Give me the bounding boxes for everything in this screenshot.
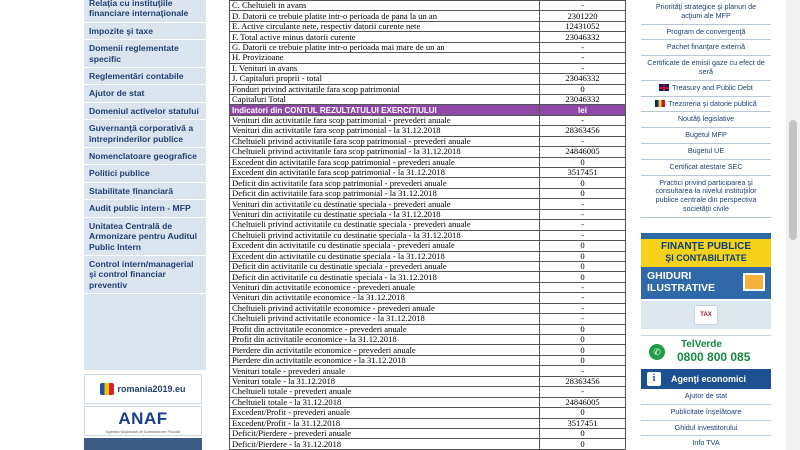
indicator-label: Cheltuieli privind activitatile cu destinatie speciala - prevederi anuale (230, 220, 540, 230)
indicator-label: Cheltuieli privind activitatile economice - prevederi anuale (230, 303, 540, 313)
ghiduri-banner-subtitle: ILUSTRATIVE (647, 282, 716, 294)
right-sidebar (641, 0, 771, 218)
romania2019-logo[interactable] (84, 374, 202, 404)
indicator-label: F. Total active minus datorii curente (230, 32, 540, 42)
indicator-value: 2301220 (540, 11, 626, 21)
indicator-label: Cheltuieli privind activitatile fara scop patrimonial - la 31.12.2018 (230, 147, 540, 157)
table-row (230, 376, 626, 386)
table-row (230, 136, 626, 146)
indicator-label: Deficit din activitatile cu destinatie speciala - la 31.12.2018 (230, 272, 540, 282)
table-row (230, 74, 626, 84)
indicator-value: - (540, 230, 626, 240)
phone-icon: ✆ (649, 344, 665, 360)
indicator-value: 0 (540, 157, 626, 167)
right-sidebar-link[interactable] (641, 0, 771, 25)
romania-flag-icon (655, 100, 665, 107)
indicator-value: 0 (540, 178, 626, 188)
table-row (230, 21, 626, 31)
indicator-label: Excedent din activitatile fara scop patrimonial - la 31.12.2018 (230, 168, 540, 178)
indicator-label: Venituri din activitatile cu destinatie speciala - la 31.12.2018 (230, 209, 540, 219)
indicator-value: 0 (540, 335, 626, 345)
indicator-label: D. Datorii ce trebuie platite intr-o perioada de pana la un an (230, 11, 540, 21)
right-sidebar-link-label: Pachet finanţare externă (666, 42, 746, 52)
indicator-value: - (540, 209, 626, 219)
table-row (230, 115, 626, 125)
scrollbar-thumb[interactable] (789, 120, 797, 240)
indicator-value: 0 (540, 355, 626, 365)
table-row (230, 230, 626, 240)
table-row (230, 303, 626, 313)
indicator-label: Deficit din activitatile fara scop patrimonial - prevederi anuale (230, 178, 540, 188)
table-row (230, 84, 626, 94)
indicator-label: Cheltuieli privind activitatile cu destinatie speciala - la 31.12.2018 (230, 230, 540, 240)
tax-icon-label: TAX (700, 312, 712, 318)
tax-icon (694, 305, 718, 325)
agenti-economici-banner[interactable] (641, 369, 771, 389)
table-row (230, 147, 626, 157)
anaf-logo[interactable] (84, 406, 202, 436)
info-icon: i (647, 372, 661, 386)
right-sidebar-link-label: Priorităţi strategice şi planuri de acţiuni ale MFP (655, 2, 757, 20)
table-row (230, 293, 626, 303)
right-sidebar-link-label: Bugetul UE (687, 145, 725, 155)
table-row (230, 42, 626, 52)
right-sidebar-link-label: Practici privind participarea şi consultarea la nivelul instituţiilor publice centrale din perspectiva societăţii civile (655, 177, 757, 213)
sidebar-item[interactable]: Reglementări contabile (84, 68, 206, 85)
indicator-value: - (540, 136, 626, 146)
indicator-value: - (540, 387, 626, 397)
right-sidebar-link[interactable]: Ghidul investitorului (641, 421, 771, 437)
table-row (230, 1, 626, 11)
indicator-label: G. Datorii ce trebuie platite intr-o perioada mai mare de un an (230, 42, 540, 52)
telverde-banner[interactable] (641, 335, 771, 367)
indicator-value: 28363456 (540, 376, 626, 386)
indicator-label: Capitaluri Total (230, 94, 540, 104)
table-row (230, 428, 626, 438)
indicator-value: 0 (540, 272, 626, 282)
indicator-label: Deficit/Pierdere - la 31.12.2018 (230, 439, 540, 450)
ghiduri-ilustrative-banner[interactable] (641, 267, 771, 299)
right-sidebar-link-label: Program de convergenţă (666, 26, 746, 36)
table-row (230, 241, 626, 251)
right-sidebar-link[interactable] (641, 176, 771, 218)
sidebar-item[interactable]: Ajutor de stat (84, 85, 206, 102)
table-row (230, 418, 626, 428)
indicator-label: Cheltuieli totale - la 31.12.2018 (230, 397, 540, 407)
indicator-value: 3517451 (540, 168, 626, 178)
table-row (230, 63, 626, 73)
financial-indicators-table (229, 0, 626, 450)
indicator-label: Excedent din activitatile fara scop patrimonial - prevederi anuale (230, 157, 540, 167)
table-row (230, 178, 626, 188)
indicator-value: - (540, 303, 626, 313)
indicator-label: Deficit din activitatile cu destinatie speciala - prevederi anuale (230, 261, 540, 271)
sidebar-item[interactable]: Audit public intern - MFP (84, 200, 206, 217)
indicator-label: Excedent din activitatile cu destinatie speciala - prevederi anuale (230, 241, 540, 251)
right-sidebar-link[interactable]: Ajutor de stat (641, 389, 771, 405)
indicator-value: 0 (540, 345, 626, 355)
right-sidebar-link[interactable] (641, 97, 771, 113)
indicator-value: - (540, 53, 626, 63)
indicator-label: Indicatori din CONTUL REZULTATULUI EXERCITIULUI (230, 105, 540, 115)
anaf-logo-subtext: Agenţia Naţională de Administrare Fiscală (105, 428, 181, 434)
table-row (230, 188, 626, 198)
table-row (230, 126, 626, 136)
indicator-value: 24846005 (540, 397, 626, 407)
tax-banner[interactable] (641, 301, 771, 329)
table-row (230, 345, 626, 355)
indicator-value: 23046332 (540, 32, 626, 42)
sidebar-item[interactable]: Nomenclatoare geografice (84, 148, 206, 165)
indicator-value: - (540, 293, 626, 303)
indicator-value: 23046332 (540, 94, 626, 104)
indicator-label: H. Provizioane (230, 53, 540, 63)
right-sidebar-link[interactable] (641, 112, 771, 128)
right-sidebar-link-label: Certificat atestare SEC (669, 161, 743, 171)
ghiduri-banner-title: GHIDURI (647, 270, 692, 282)
book-icon (743, 273, 765, 291)
indicator-value: 0 (540, 188, 626, 198)
indicator-label: Deficit/Pierdere - prevederi anuale (230, 428, 540, 438)
table-row (230, 251, 626, 261)
right-sidebar-link-label: Noutăţi legislative (677, 114, 735, 124)
indicator-value: 0 (540, 84, 626, 94)
table-row (230, 335, 626, 345)
indicator-label: Excedent din activitatile cu destinatie speciala - la 31.12.2018 (230, 251, 540, 261)
indicator-label: Excedent/Profit - la 31.12.2018 (230, 418, 540, 428)
indicator-value: - (540, 63, 626, 73)
indicator-value: 23046332 (540, 74, 626, 84)
table-row (230, 314, 626, 324)
sidebar-item[interactable]: Guvernanţă corporativă a întreprinderilor publice (84, 120, 206, 148)
revista-finante-publice-banner[interactable] (641, 233, 771, 267)
table-row (230, 272, 626, 282)
indicator-label: Deficit din activitatile fara scop patrimonial - la 31.12.2018 (230, 188, 540, 198)
right-sidebar-link-label: Treasury and Public Debt (672, 82, 753, 92)
indicator-label: Venituri din activitatile economice - la 31.12.2018 (230, 293, 540, 303)
sidebar-item[interactable]: Unitatea Centrală de Armonizare pentru Auditul Public Intern (84, 218, 206, 256)
sidebar-item[interactable]: Stabilitate financiară (84, 183, 206, 200)
indicator-label: Profit din activitatile economice - prevederi anuale (230, 324, 540, 334)
finante-banner-title: FINANŢE PUBLICE (661, 241, 751, 252)
indicator-label: Venituri totale - la 31.12.2018 (230, 376, 540, 386)
indicator-label: Pierdere din activitatile economice - prevederi anuale (230, 345, 540, 355)
right-sidebar-link[interactable] (641, 40, 771, 56)
indicator-label: Excedent/Profit - prevederi anuale (230, 408, 540, 418)
table-row (230, 32, 626, 42)
table-row (230, 282, 626, 292)
right-sidebar-link[interactable] (641, 160, 771, 176)
table-row (230, 439, 626, 450)
indicator-label: Venituri din activitatile economice - prevederi anuale (230, 282, 540, 292)
indicator-value: 0 (540, 324, 626, 334)
agenti-economici-label: Agenţi economici (671, 374, 747, 384)
indicator-label: Profit din activitatile economice - la 31.12.2018 (230, 335, 540, 345)
indicator-label: Venituri din activitatile fara scop patrimonial - la 31.12.2018 (230, 126, 540, 136)
romania2019-logo-text: romania2019.eu (117, 384, 186, 394)
indicator-label: J. Capitaluri proprii - total (230, 74, 540, 84)
indicator-value: - (540, 199, 626, 209)
right-sidebar-link[interactable] (641, 144, 771, 160)
indicator-label: Venituri din activitatile fara scop patrimonial - prevederi anuale (230, 115, 540, 125)
indicator-value: lei (540, 105, 626, 115)
sidebar-item[interactable]: Domeniul activelor statului (84, 103, 206, 120)
indicator-value: 0 (540, 408, 626, 418)
sidebar-item[interactable]: Domenii reglementate specific (84, 40, 206, 68)
table-row (230, 408, 626, 418)
indicator-label: I. Venituri in avans (230, 63, 540, 73)
table-row (230, 261, 626, 271)
indicator-label: C. Cheltuieli in avans (230, 1, 540, 11)
indicator-value: - (540, 366, 626, 376)
table-row (230, 53, 626, 63)
right-sidebar-bottom (641, 389, 771, 450)
right-sidebar-link[interactable] (641, 81, 771, 97)
finante-banner-subtitle: ŞI CONTABILITATE (665, 253, 747, 263)
right-sidebar-link[interactable] (641, 128, 771, 144)
table-row (230, 220, 626, 230)
right-sidebar-link-label: Bugetul MFP (685, 130, 727, 140)
indicator-value: 0 (540, 251, 626, 261)
indicator-label: E. Active circulante nete, respectiv datorii curente nete (230, 21, 540, 31)
indicator-value: 3517451 (540, 418, 626, 428)
table-row (230, 387, 626, 397)
right-sidebar-link-label: Certificate de emisii gaze cu efect de seră (647, 58, 765, 76)
indicator-value: 0 (540, 241, 626, 251)
indicator-value: - (540, 115, 626, 125)
table-row (230, 11, 626, 21)
right-sidebar-link[interactable] (641, 25, 771, 41)
indicator-value: 0 (540, 261, 626, 271)
indicator-label: Venituri totale - prevederi anuale (230, 366, 540, 376)
indicator-value: - (540, 220, 626, 230)
sidebar-item[interactable]: Politici publice (84, 165, 206, 182)
right-sidebar-link-label: Trezoreria şi datorie publică (668, 98, 757, 108)
right-sidebar-link[interactable]: Publicitate înşelătoare (641, 405, 771, 421)
table-section-header (230, 105, 626, 115)
anaf-logo-text: ANAF (118, 408, 168, 428)
indicator-value: 24846005 (540, 147, 626, 157)
table-row (230, 366, 626, 376)
indicator-value: 0 (540, 428, 626, 438)
table-row (230, 355, 626, 365)
table-row (230, 199, 626, 209)
table-row (230, 397, 626, 407)
uk-flag-icon (659, 84, 669, 91)
indicator-value: - (540, 282, 626, 292)
indicator-value: - (540, 42, 626, 52)
indicator-value: - (540, 314, 626, 324)
table-row (230, 94, 626, 104)
indicator-label: Cheltuieli privind activitatile economice - la 31.12.2018 (230, 314, 540, 324)
right-sidebar-link[interactable]: Info TVA (641, 436, 771, 450)
indicator-value: - (540, 1, 626, 11)
indicator-value: 12431052 (540, 21, 626, 31)
indicator-label: Pierdere din activitatile economice - la 31.12.2018 (230, 355, 540, 365)
sidebar-item[interactable]: Control intern/managerial şi control financiar preventiv (84, 256, 206, 294)
right-sidebar-link[interactable] (641, 56, 771, 81)
indicator-label: Venituri din activitatile cu destinatie speciala - prevederi anuale (230, 199, 540, 209)
indicator-value: 28363456 (540, 126, 626, 136)
left-sidebar (84, 0, 206, 370)
partner-logo[interactable] (84, 438, 202, 450)
sidebar-item[interactable]: Impozite şi taxe (84, 23, 206, 40)
telverde-title: TelVerde (681, 339, 722, 350)
sidebar-item[interactable]: Relaţia cu instituţiile financiare internaţionale (84, 0, 206, 23)
table-row (230, 209, 626, 219)
indicator-value: 0 (540, 439, 626, 450)
table-row (230, 157, 626, 167)
indicator-label: Cheltuieli totale - prevederi anuale (230, 387, 540, 397)
table-row (230, 168, 626, 178)
romania2019-emblem-icon (100, 383, 114, 395)
indicator-label: Cheltuieli privind activitatile fara scop patrimonial - prevederi anuale (230, 136, 540, 146)
page-scrollbar[interactable] (786, 0, 800, 450)
indicator-label: Fonduri privind activitatile fara scop patrimonial (230, 84, 540, 94)
telverde-number: 0800 800 085 (677, 350, 751, 364)
table-row (230, 324, 626, 334)
